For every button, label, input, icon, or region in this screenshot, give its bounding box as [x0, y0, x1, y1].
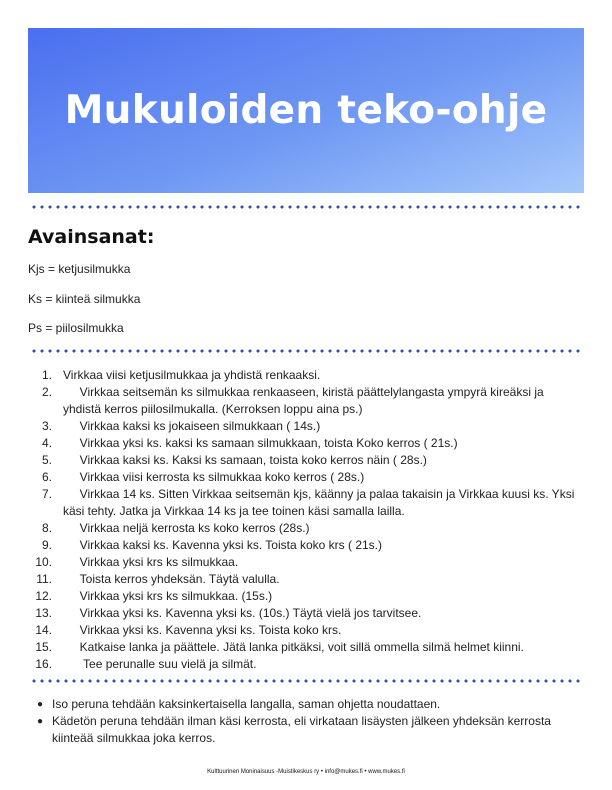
- step-text: Virkkaa yksi krs ks silmukkaa.: [63, 555, 239, 569]
- keyword-item: Ps = piilosilmukka: [28, 321, 124, 335]
- step-item: [28, 571, 584, 588]
- step-number: 8.: [41, 521, 52, 535]
- step-item: [28, 656, 584, 673]
- keywords-heading: Avainsanat:: [28, 226, 155, 248]
- dotted-divider: [30, 205, 584, 209]
- step-item: [28, 367, 584, 384]
- step-text: Virkkaa kaksi ks. Kavenna yksi ks. Toista koko krs ( 21s.): [63, 538, 383, 552]
- step-item: [28, 418, 584, 435]
- step-number: 7.: [41, 487, 52, 501]
- step-item: [28, 622, 584, 639]
- dotted-divider: [30, 679, 584, 683]
- step-number: 2.: [41, 385, 52, 399]
- note-item: [28, 696, 584, 713]
- step-number: 14.: [35, 623, 52, 637]
- step-text: Virkkaa kaksi ks jokaiseen silmukkaan ( 14s.): [63, 419, 321, 433]
- step-text: Virkkaa yksi ks. Kavenna yksi ks. Toista koko krs.: [63, 623, 342, 637]
- step-item: [28, 435, 584, 452]
- step-item: [28, 588, 584, 605]
- step-item: [28, 469, 584, 486]
- bullet-icon: ●: [36, 699, 44, 710]
- step-number: 4.: [41, 436, 52, 450]
- step-number: 6.: [41, 470, 52, 484]
- step-text: Toista kerros yhdeksän. Täytä valulla.: [63, 572, 280, 586]
- step-text: Virkkaa neljä kerrosta ks koko kerros (28s.): [63, 521, 310, 535]
- step-number: 1.: [41, 368, 52, 382]
- step-number: 15.: [35, 640, 52, 654]
- keyword-item: Kjs = ketjusilmukka: [28, 262, 131, 276]
- step-number: 16.: [35, 657, 52, 671]
- footer-text: Kulttuurinen Moninaisuus -Muistikeskus ry • info@mukes.fi • www.mukes.fi: [207, 769, 405, 775]
- step-item: [28, 486, 584, 520]
- step-number: 11.: [36, 572, 52, 586]
- bullet-icon: ●: [36, 716, 44, 727]
- step-item: [28, 605, 584, 622]
- step-number: 3.: [41, 419, 52, 433]
- step-item: [28, 639, 584, 656]
- step-item: [28, 452, 584, 469]
- instruction-steps: [28, 367, 584, 673]
- step-text: Virkkaa seitsemän ks silmukkaa renkaaseen, kiristä päättelylangasta ympyrä kireäksi ja yhdistä kerros piilosilmukalla. (Kerroksen loppu aina ps.): [63, 385, 547, 416]
- step-text: Virkkaa yksi ks. kaksi ks samaan silmukkaan, toista Koko kerros ( 21s.): [63, 436, 458, 450]
- step-text: Virkkaa yksi ks. Kavenna yksi ks. (10s.) Täytä vielä jos tarvitsee.: [63, 606, 422, 620]
- title-banner: [28, 28, 584, 193]
- step-text: Virkkaa viisi ketjusilmukkaa ja yhdistä renkaaksi.: [63, 368, 321, 382]
- note-item: [28, 713, 584, 747]
- step-item: [28, 537, 584, 554]
- step-text: Tee perunalle suu vielä ja silmät.: [63, 657, 257, 671]
- step-number: 13.: [35, 606, 52, 620]
- step-text: Virkkaa yksi krs ks silmukkaa. (15s.): [63, 589, 273, 603]
- notes-list: [28, 696, 584, 747]
- step-number: 9.: [41, 538, 52, 552]
- step-text: Virkkaa 14 ks. Sitten Virkkaa seitsemän kjs, käänny ja palaa takaisin ja Virkkaa kuusi ks. Yksi käsi tehty. Jatka ja Virkkaa 14 ks ja tee toinen käsi samalla lailla.: [63, 487, 578, 518]
- step-text: Katkaise lanka ja päättele. Jätä lanka pitkäksi, voit sillä ommella silmä helmet kiinni.: [63, 640, 524, 654]
- step-number: 5.: [41, 453, 52, 467]
- step-number: 10.: [35, 555, 52, 569]
- keyword-item: Ks = kiinteä silmukka: [28, 292, 141, 306]
- step-item: [28, 384, 584, 418]
- note-text: Kädetön peruna tehdään ilman käsi kerrosta, eli virkataan lisäysten jälkeen yhdeksän kerrosta kiinteää silmukkaa joka kerros.: [52, 714, 551, 745]
- step-text: Virkkaa kaksi ks. Kaksi ks samaan, toista koko kerros näin ( 28s.): [63, 453, 427, 467]
- step-text: Virkkaa viisi kerrosta ks silmukkaa koko kerros ( 28s.): [63, 470, 365, 484]
- step-item: [28, 520, 584, 537]
- page-title: Mukuloiden teko-ohje: [64, 88, 548, 133]
- dotted-divider: [30, 349, 584, 353]
- step-item: [28, 554, 584, 571]
- note-text: Iso peruna tehdään kaksinkertaisella langalla, saman ohjetta noudattaen.: [52, 697, 441, 711]
- step-number: 12.: [35, 589, 52, 603]
